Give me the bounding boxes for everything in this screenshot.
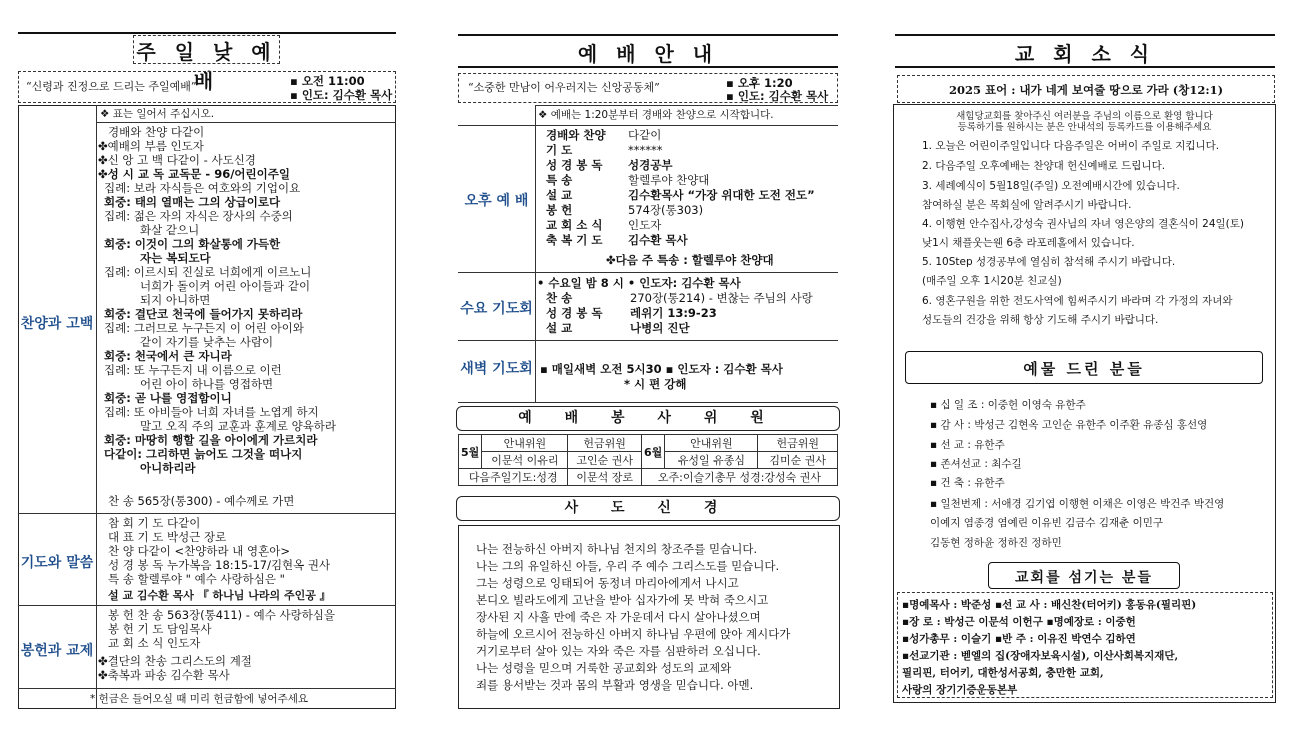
order-line: ✤성 시 교 독 교독문 - 96/어린이주일 bbox=[98, 167, 290, 181]
start-note: ❖ 예배는 1:20분부터 경배와 찬양으로 시작합니다. bbox=[538, 109, 774, 121]
order-line: 말고 오직 주의 교훈과 훈계로 양육하라 bbox=[140, 419, 337, 433]
creed-line: 거기로부터 살아 있는 자와 죽은 자를 심판하러 오십니다. bbox=[476, 644, 761, 658]
afternoon-row: 설 교 김수환목사 “가장 위대한 도전 전도” bbox=[546, 188, 815, 202]
creed-line: 장사된 지 사흘 만에 죽은 자 가운데서 다시 살아나셨으며 bbox=[476, 610, 761, 624]
worship-leader-2: ▪ 인도: 김수환 목사 bbox=[726, 89, 829, 103]
creed-line: 본디오 빌라도에게 고난을 받아 십자가에 못 박혀 죽으시고 bbox=[476, 593, 769, 607]
page-title-2: 예 배 안 내 bbox=[577, 42, 719, 66]
news-item: (매주일 오후 1시20분 친교실) bbox=[922, 275, 1062, 287]
serve-line: 필리핀, 터어키, 대한성서공회, 충만한 교회, bbox=[902, 667, 1104, 679]
row-rule bbox=[18, 605, 396, 606]
table-header: 헌금위원 bbox=[758, 435, 838, 452]
section-praise: 찬양과 고백 bbox=[20, 316, 94, 332]
order-line: 대 표 기 도 박성근 장로 bbox=[108, 530, 227, 544]
order-line: 봉 헌 찬 송 563장(통411) - 예수 사랑하심을 bbox=[108, 608, 336, 622]
dawn-psalm: * 시 편 강해 bbox=[624, 377, 687, 391]
table-header: 헌금위원 bbox=[568, 435, 642, 452]
order-line: 다같이: 그리하면 늙어도 그것을 떠나지 bbox=[104, 447, 303, 461]
page-title-1: 주 일 낮 예 배 bbox=[136, 40, 277, 93]
row-rule bbox=[96, 122, 396, 123]
serve-line: ▪선교기관 : 벧엘의 집(장애자보육시설), 이산사회복지재단, bbox=[902, 650, 1179, 662]
order-line: 되지 아니하면 bbox=[140, 293, 211, 307]
afternoon-row: 특 송 할렐루야 찬양대 bbox=[546, 173, 710, 187]
afternoon-row: 교 회 소 식 인도자 bbox=[546, 218, 662, 232]
order-line: 성 경 봉 독 누가복음 18:15-17/김현옥 권사 bbox=[108, 558, 331, 572]
order-line: 너희가 돌이켜 어린 아이들과 같이 bbox=[140, 279, 311, 293]
offer-line: ▪ 십 일 조 : 이중헌 이영숙 유한주 bbox=[930, 399, 1086, 411]
divider-2 bbox=[535, 105, 536, 403]
order-line: ✤축복과 파송 김수환 목사 bbox=[98, 668, 230, 682]
standing-note: ❖ 표는 일어서 주십시오. bbox=[100, 108, 215, 120]
order-line: 찬 양 다같이 <찬양하라 내 영혼아> bbox=[108, 544, 290, 558]
creed-line: 나는 성령을 믿으며 거룩한 공교회와 성도의 교제와 bbox=[476, 661, 732, 675]
next-special: ✤다음 주 특송 : 할렐루야 찬양대 bbox=[606, 253, 774, 267]
section-dawn: 새벽 기도회 bbox=[460, 361, 533, 377]
title-underline-3 bbox=[895, 66, 1275, 68]
order-line: ✤결단의 찬송 그리스도의 계절 bbox=[98, 654, 252, 668]
afternoon-row: 기 도 ****** bbox=[546, 143, 663, 157]
order-line: 교 회 소 식 인도자 bbox=[108, 636, 201, 650]
creed-line: 그는 성령으로 잉태되어 동정녀 마리아에게서 나시고 bbox=[476, 576, 739, 590]
order-line: 회중: 태의 열매는 그의 상급이로다 bbox=[104, 195, 281, 209]
order-line: 참 회 기 도 다같이 bbox=[108, 516, 201, 530]
order-line: 회중: 곧 나를 영접함이니 bbox=[104, 391, 232, 405]
serve-line: ▪명예목사 : 박준성 ▪선 교 사 : 배신찬(터어키) 홍동유(필리핀) bbox=[902, 599, 1197, 611]
worship-time-1: ▪ 오전 11:00 bbox=[290, 74, 365, 88]
news-item: 4. 이행현 안수집사,강성숙 권사님의 자녀 영은양의 결혼식이 24일(토) bbox=[922, 218, 1244, 230]
row-rule bbox=[458, 340, 838, 341]
serve-line: ▪성가총무 : 이슬기 ▪반 주 : 이유진 박연수 김하연 bbox=[902, 633, 1136, 645]
order-line: 경배와 찬양 다같이 bbox=[108, 125, 205, 139]
offer-line: ▪ 선 교 : 유한주 bbox=[930, 439, 1005, 451]
row-rule bbox=[458, 402, 838, 403]
worship-leader-1: ▪ 인도: 김수환 목사 bbox=[290, 88, 393, 102]
offer-line: 이예지 염종경 염예린 이유빈 김금수 김재춘 이민구 bbox=[930, 517, 1164, 529]
table-cell: 다음주일기도:성경 bbox=[459, 469, 568, 486]
order-line: 회중: 결단코 천국에 들어가지 못하리라 bbox=[104, 307, 303, 321]
worship-subtitle-1: “신령과 진정으로 드리는 주일예배” bbox=[26, 80, 197, 93]
afternoon-row: 축 복 기 도 김수환 목사 bbox=[546, 233, 688, 247]
news-item: 성도들의 건강을 위해 항상 기도해 주시기 바랍니다. bbox=[922, 314, 1159, 326]
section-wednesday: 수요 기도회 bbox=[460, 301, 533, 317]
table-cell: 오주:이슬기총무 성경:강성숙 권사 bbox=[641, 469, 837, 486]
order-line: 집례: 젊은 자의 자식은 장사의 수중의 bbox=[104, 209, 293, 223]
wednesday-row: 설 교 나병의 진단 bbox=[546, 321, 690, 335]
news-item: 2. 다음주일 오후예배는 찬양대 헌신예배로 드립니다. bbox=[922, 160, 1166, 172]
offer-line: ▪ 일천번제 : 서애경 김기엽 이행현 이채은 이영은 박건주 박건영 bbox=[930, 498, 1225, 510]
row-rule bbox=[18, 513, 396, 514]
section-afternoon: 오후 예 배 bbox=[464, 193, 529, 209]
order-line: 집례: 또 아비들아 너희 자녀를 노엽게 하지 bbox=[104, 405, 319, 419]
month-5: 5월 bbox=[459, 435, 482, 469]
table-cell: 고인순 권사 bbox=[568, 452, 642, 469]
order-line: 어린 아이 하나를 영접하면 bbox=[140, 377, 274, 391]
creed-line: 나는 전능하신 아버지 하나님 천지의 창조주를 믿습니다. bbox=[476, 542, 758, 556]
section-offering: 봉헌과 교제 bbox=[20, 643, 94, 659]
order-line: 같이 자기를 낮추는 사람이 bbox=[140, 335, 274, 349]
dawn-line: ▪ 매일새벽 오전 5시30 ▪ 인도자 : 김수환 목사 bbox=[540, 362, 783, 376]
worship-subtitle-2: “소중한 만남이 어우러지는 신앙공동체” bbox=[468, 81, 660, 94]
afternoon-row: 성 경 봉 독 성경공부 bbox=[546, 158, 673, 172]
news-item: 낮1시 채플웃는웬 6층 라포레홀에서 있습니다. bbox=[922, 237, 1135, 249]
order-line: 자는 복되도다 bbox=[140, 251, 211, 265]
offer-line: ▪ 존셔선교 : 최수길 bbox=[930, 458, 1022, 470]
month-6: 6월 bbox=[641, 435, 664, 469]
page-title-3: 교 회 소 식 bbox=[1014, 42, 1156, 66]
order-line: 집례: 또 누구든지 내 이름으로 이런 bbox=[104, 363, 282, 377]
serve-title: 교회를 섬기는 분들 bbox=[1015, 570, 1153, 586]
order-line: 집례: 이르시되 진실로 너희에게 이르노니 bbox=[104, 265, 312, 279]
welcome-line: 등록하기를 원하시는 분은 안내석의 등록카드를 이용해주세요 bbox=[957, 122, 1212, 133]
news-item: 3. 세례예식이 5월18일(주일) 오전예배시간에 있습니다. bbox=[922, 180, 1180, 192]
offer-title: 예물 드린 분들 bbox=[1023, 360, 1145, 378]
afternoon-row: 봉 헌 574장(통303) bbox=[546, 203, 704, 217]
table-cell: 이문석 이유리 bbox=[482, 452, 568, 469]
order-line: 봉 헌 기 도 담임목사 bbox=[108, 622, 212, 636]
offer-line: 김동현 정하윤 정하진 정하민 bbox=[930, 537, 1062, 549]
news-item: 참여하실 분은 목회실에 알려주시기 바랍니다. bbox=[922, 199, 1132, 211]
wednesday-head: • 수요일 밤 8 시 • 인도자: 김수환 목사 bbox=[537, 276, 741, 290]
order-line: 찬 송 565장(통300) - 예수께로 가면 bbox=[108, 494, 295, 508]
order-line: 회중: 이것이 그의 화살통에 가득한 bbox=[104, 237, 281, 251]
top-rule-1 bbox=[18, 32, 396, 34]
welcome-line: 새힘당교회를 찾아주신 여러분을 주님의 이름으로 환영 합니다 bbox=[956, 111, 1213, 122]
service-title: 예 배 봉 사 위 원 bbox=[456, 406, 840, 431]
serve-line: ▪장 로 : 박성근 이문석 이헌구 ▪명예장로 : 이중헌 bbox=[902, 616, 1136, 628]
order-line: 집례: 보라 자식들은 여호와의 기업이요 bbox=[104, 181, 301, 195]
order-line: ✤예배의 부름 인도자 bbox=[98, 139, 204, 153]
top-rule-2 bbox=[458, 34, 838, 36]
order-line: ✤신 앙 고 백 다같이 - 사도신경 bbox=[98, 153, 256, 167]
row-rule bbox=[535, 105, 838, 106]
title-underline-2 bbox=[458, 66, 838, 68]
row-rule bbox=[458, 125, 838, 126]
worship-time-2: ▪ 오후 1:20 bbox=[726, 76, 793, 90]
order-line: 집례: 그러므로 누구든지 이 어린 아이와 bbox=[104, 321, 304, 335]
table-cell: 이문석 장로 bbox=[568, 469, 642, 486]
order-line: 특 송 할렐루야 " 예수 사랑하심은 " bbox=[108, 572, 285, 586]
offering-note: * 헌금은 들어오실 때 미리 헌금함에 넣어주세요 bbox=[90, 693, 308, 705]
order-line: 화살 같으니 bbox=[140, 223, 200, 237]
row-rule bbox=[458, 272, 838, 273]
order-line: 회중: 마땅히 행할 길을 아이에게 가르치라 bbox=[104, 433, 318, 447]
offer-line: ▪ 감 사 : 박성근 김현옥 고인순 유한주 이주환 유종심 홍선영 bbox=[930, 419, 1208, 431]
service-table bbox=[458, 434, 838, 486]
news-item: 1. 오늘은 어린이주일입니다 다음주일은 어버이 주일로 지킵니다. bbox=[922, 140, 1220, 152]
wednesday-row: 찬 송 270장(통214) - 변찮는 주님의 사랑 bbox=[546, 291, 813, 305]
order-line: 회중: 천국에서 큰 자니라 bbox=[104, 349, 232, 363]
creed-line: 나는 그의 유일하신 아들, 우리 주 예수 그리스도를 믿습니다. bbox=[476, 559, 780, 573]
creed-line: 하늘에 오르시어 전능하신 아버지 하나님 우편에 앉아 계시다가 bbox=[476, 627, 791, 641]
top-rule-3 bbox=[895, 34, 1275, 36]
news-item: 6. 영혼구원을 위한 전도사역에 힘써주시기 바라며 각 가정의 자녀와 bbox=[922, 295, 1233, 307]
offer-line: ▪ 건 축 : 유한주 bbox=[930, 477, 1005, 489]
wednesday-row: 성 경 봉 독 레위기 13:9-23 bbox=[546, 306, 717, 320]
afternoon-row: 경배와 찬양 다같이 bbox=[546, 128, 662, 142]
divider-1 bbox=[96, 105, 97, 709]
serve-line: 사랑의 장기기증운동본부 bbox=[902, 684, 1018, 696]
sermon-line: 설 교 김수환 목사 『 하나님 나라의 주인공 』 bbox=[108, 589, 331, 602]
table-header: 안내위원 bbox=[482, 435, 568, 452]
order-line: 아니하리라 bbox=[140, 461, 196, 475]
table-cell: 유성일 유종심 bbox=[665, 452, 758, 469]
creed-line: 죄를 용서받는 것과 몸의 부활과 영생을 믿습니다. 아멘. bbox=[476, 678, 754, 692]
row-rule bbox=[18, 688, 396, 689]
section-word: 기도와 말씀 bbox=[20, 555, 94, 571]
table-cell: 김미순 권사 bbox=[758, 452, 838, 469]
table-header: 안내위원 bbox=[665, 435, 758, 452]
motto: 2025 표어 : 내가 네게 보여줄 땅으로 가라 (창12:1) bbox=[948, 83, 1224, 97]
creed-title: 사 도 신 경 bbox=[456, 496, 840, 521]
news-item: 5. 10Step 성경공부에 열심히 참석해 주시기 바랍니다. bbox=[922, 256, 1176, 268]
